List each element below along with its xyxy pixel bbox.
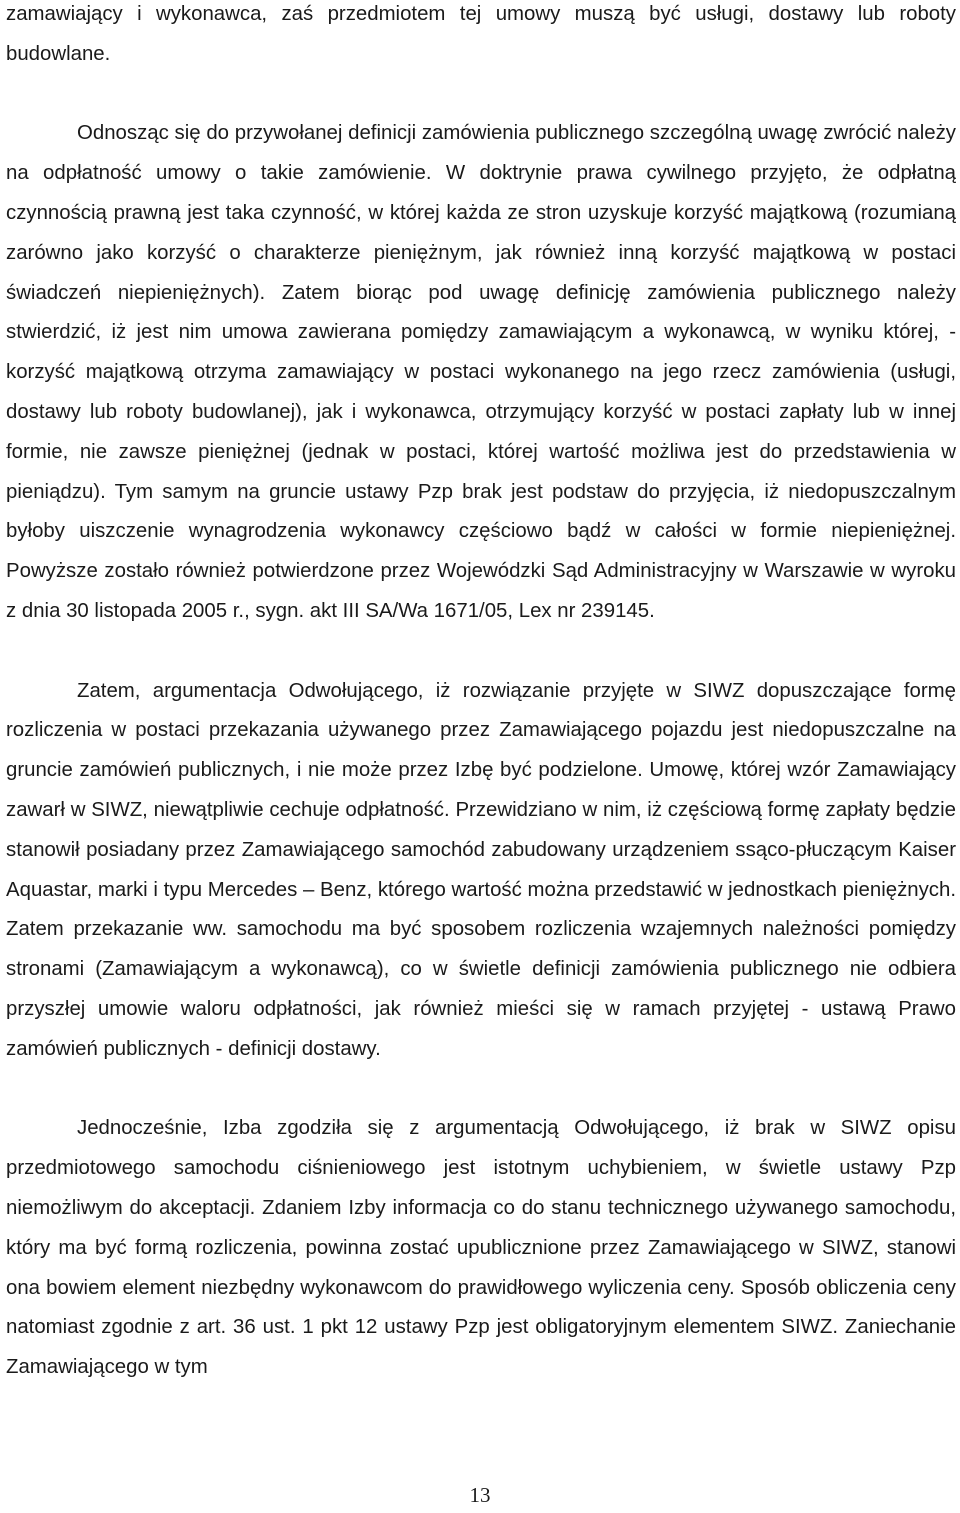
paragraph-argumentacja: Zatem, argumentacja Odwołującego, iż rozwiązanie przyjęte w SIWZ dopuszczające formę rozliczenia w postaci przekazania używanego przez Zamawiającego pojazdu jest niedopuszczalne na gruncie zamówień publicznych, i nie może przez Izbę być podzielone. Umowę, której wzór Zamawiający zawarł w SIWZ, niewątpliwie cechuje odpłatność. Przewidziano w nim, iż częściową formę zapłaty będzie stanowił posiadany przez Zamawiającego samochód zabudowany urządzeniem ssąco-płuczącym Kaiser Aquastar, marki i typu Mercedes – Benz, którego wartość można przedstawić w jednostkach pieniężnych. Zatem przekazanie ww. samochodu ma być sposobem rozliczenia wzajemnych należności pomiędzy stronami (Zamawiającym a wykonawcą), co w świetle definicji zamówienia publicznego nie odbiera przyszłej umowie waloru odpłatności, jak również mieści się w ramach przyjętej - ustawą Prawo zamówień publicznych - definicji dostawy. (6, 679, 956, 1060)
paragraph-odplatnosc: Odnosząc się do przywołanej definicji zamówienia publicznego szczególną uwagę zwrócić należy na odpłatność umowy o takie zamówienie. W doktrynie prawa cywilnego przyjęto, że odpłatną czynnością prawną jest taka czynność, w której każda ze stron uzyskuje korzyść majątkową (rozumianą zarówno jako korzyść o charakterze pieniężnym, jak również inną korzyść majątkową w postaci świadczeń niepieniężnych). Zatem biorąc pod uwagę definicję zamówienia publicznego należy stwierdzić, iż jest nim umowa zawierana pomiędzy zamawiającym a wykonawcą, w wyniku której, - korzyść majątkową otrzyma zamawiający w postaci wykonanego na jego rzecz zamówienia (usługi, dostawy lub roboty budowlanej), jak i wykonawca, otrzymujący korzyść w postaci zapłaty lub w innej formie, nie zawsze pieniężnej (jednak w postaci, której wartość możliwa jest do przedstawienia w pieniądzu). Tym samym na gruncie ustawy Pzp brak jest podstaw do przyjęcia, iż niedopuszczalnym byłoby uiszczenie wynagrodzenia wykonawcy częściowo bądź w całości w formie niepieniężnej. Powyższe zostało również potwierdzone przez Wojewódzki Sąd Administracyjny w Warszawie w wyroku z dnia 30 listopada 2005 r., sygn. akt III SA/Wa 1671/05, Lex nr 239145. (6, 122, 956, 622)
page-number: 13 (469, 1483, 491, 1507)
paragraph-jednoczesnie: Jednocześnie, Izba zgodziła się z argumentacją Odwołującego, iż brak w SIWZ opisu przedmiotowego samochodu ciśnieniowego jest istotnym uchybieniem, w świetle ustawy Pzp niemożliwym do akceptacji. Zdaniem Izby informacja co do stanu technicznego używanego samochodu, który ma być formą rozliczenia, powinna zostać upublicznione przez Zamawiającego w SIWZ, stanowi ona bowiem element niezbędny wykonawcom do prawidłowego wyliczenia ceny. Sposób obliczenia ceny natomiast zgodnie z art. 36 ust. 1 pkt 12 ustawy Pzp jest obligatoryjnym elementem SIWZ. Zaniechanie Zamawiającego w tym (6, 1117, 956, 1379)
paragraph-continuation: zamawiający i wykonawca, zaś przedmiotem tej umowy muszą być usługi, dostawy lub roboty budowlane. (6, 3, 956, 65)
document-page (6, 0, 956, 1388)
